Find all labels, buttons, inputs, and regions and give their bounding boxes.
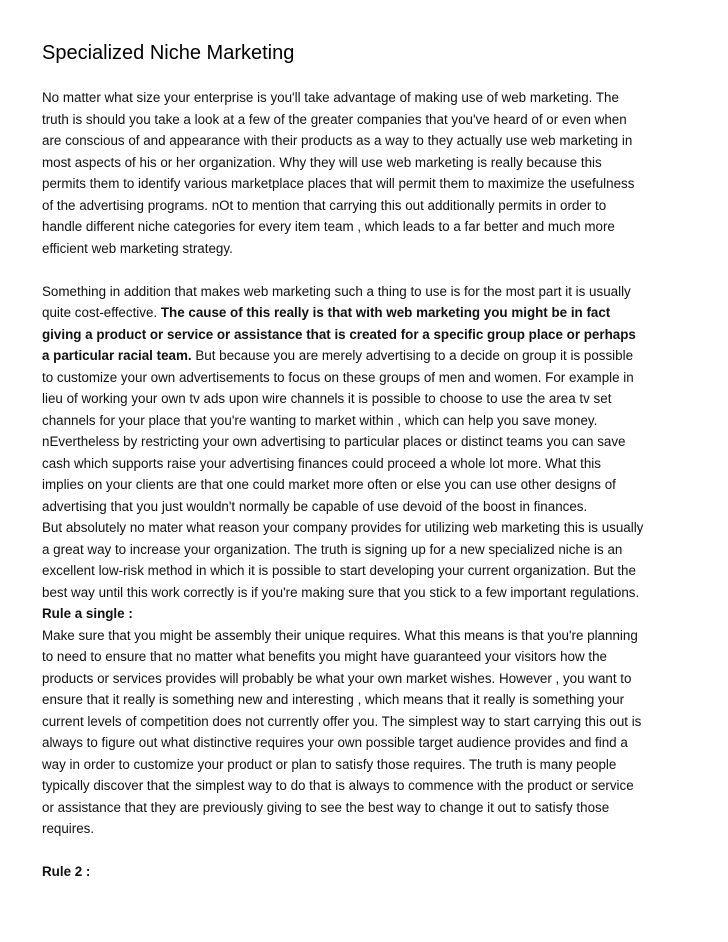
text-line: handle different niche categories for every item team , which leads to a far better and much more <box>42 219 615 234</box>
text-line: efficient web marketing strategy. <box>42 240 233 256</box>
text-line <box>42 302 692 324</box>
text-line: truth is should you take a look at a few of the greater companies that you've heard of or even when <box>42 111 627 127</box>
text-line: implies on your clients are that one could market more often or else you can use other designs of <box>42 477 616 492</box>
text-span: quite cost-effective. <box>42 305 161 320</box>
text-line: No matter what size your enterprise is you'll take advantage of making use of web marketing. The <box>42 90 619 105</box>
text-line: lieu of working your own tv ads upon wire channels it is possible to choose to use the area tv set <box>42 391 612 406</box>
text-line: requires. <box>42 821 95 836</box>
document-title: Specialized Niche Marketing <box>42 42 295 64</box>
text-span: But because you are merely advertising to a decide on group it is possible <box>191 348 634 363</box>
bold-text-span: giving a product or service or assistance that is created for a specific group place or perhaps <box>42 326 636 342</box>
text-line: to customize your own advertisements to focus on these groups of men and women. For example in <box>42 369 634 385</box>
text-line: of the advertising programs. nOt to mention that carrying this out additionally permits in order to <box>42 197 607 213</box>
text-line: advertising that you just wouldn't normally be capable of use devoid of the boost in finances. <box>42 498 588 514</box>
text-line: But absolutely no mater what reason your company provides for utilizing web marketing this is usually <box>42 520 644 535</box>
text-line: nEvertheless by restricting your own advertising to particular places or distinct teams you can save <box>42 434 626 449</box>
text-line: or assistance that they are previously giving to see the best way to change it out to satisfy those <box>42 799 610 815</box>
text-line: are conscious of and appearance with their products as a way to they actually use web marketing in <box>42 133 633 148</box>
text-line: most aspects of his or her organization. Why they will use web marketing is really because this <box>42 154 602 170</box>
paragraph-2 <box>42 281 692 518</box>
text-line <box>42 324 692 346</box>
text-line: excellent low-risk method in which it is possible to start developing your current organization. But the <box>42 563 636 578</box>
text-line <box>42 345 692 367</box>
bold-text-span: Rule 2 : <box>42 864 91 879</box>
paragraph-1 <box>42 87 692 259</box>
paragraph-3 <box>42 517 692 603</box>
text-line: best way until this work correctly is if you're making sure that you stick to a few important regulations. <box>42 584 640 600</box>
bold-text-span: a particular racial team. <box>42 348 192 363</box>
rule-1-text <box>42 625 692 840</box>
rule-1-heading <box>42 603 692 625</box>
text-line: products or services provides will probably be what your own market wishes. However , you want to <box>42 670 632 686</box>
text-line: channels for your place that you're wanting to market within , which can help you save money. <box>42 412 598 428</box>
text-line: to need to ensure that no matter what benefits you might have guaranteed your visitors how the <box>42 649 607 664</box>
text-line: Something in addition that makes web marketing such a thing to use is for the most part it is usually <box>42 283 631 299</box>
bold-text-span: Rule a single : <box>42 606 133 621</box>
text-line: always to figure out what distinctive requires your own possible target audience provides and find a <box>42 735 628 750</box>
text-line: way in order to customize your product or plan to satisfy those requires. The truth is many people <box>42 756 617 772</box>
rule-2-heading <box>42 861 692 883</box>
text-line: typically discover that the simplest way to do that is always to commence with the product or service <box>42 778 634 793</box>
text-line: current levels of competition does not currently offer you. The simplest way to start carrying this out is <box>42 713 642 729</box>
text-line: cash which supports raise your advertising finances could proceed a whole lot more. What this <box>42 455 601 471</box>
document-page <box>42 40 692 883</box>
text-line: a great way to increase your organization. The truth is signing up for a new specialized niche is an <box>42 541 623 557</box>
text-line: ensure that it really is something new and interesting , which means that it really is something your <box>42 692 625 707</box>
bold-text-span: The cause of this really is that with web marketing you might be in fact <box>160 305 611 320</box>
text-line: Make sure that you might be assembly their unique requires. What this means is that you're planning <box>42 627 638 643</box>
paragraph-spacer <box>42 840 692 862</box>
text-line: permits them to identify various marketplace places that will permit them to maximize the usefulness <box>42 176 635 191</box>
paragraph-spacer <box>42 259 692 281</box>
